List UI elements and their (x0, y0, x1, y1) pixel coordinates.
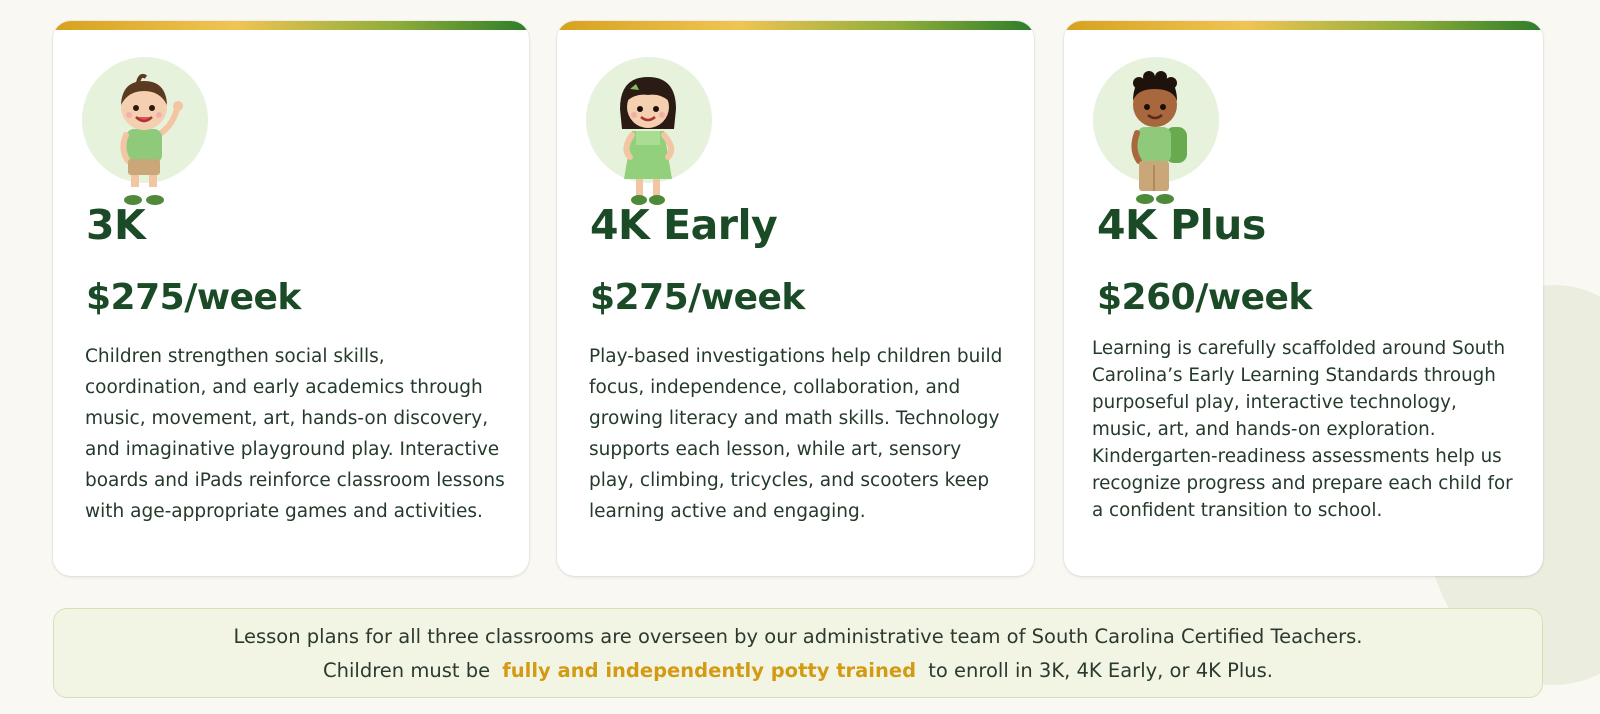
note-text-after: to enroll in 3K, 4K Early, or 4K Plus. (928, 659, 1273, 682)
program-description: Play-based investigations help children build focus, independence, collaboration, and growing literacy and math skills. Technology supports each lesson, while art, sensory play, climbing, tricycles, and scooters keep learning active and engaging. (589, 346, 1003, 522)
program-cards (53, 21, 1543, 576)
card-accent-bar (557, 21, 1034, 30)
card-accent-bar (1064, 21, 1543, 30)
program-price: $275/week (86, 277, 301, 318)
program-title: 4K Early (590, 201, 778, 249)
note-oversight-text: Lesson plans for all three classrooms are overseen by our administrative team of South Carolina Certified Teachers. (233, 625, 1363, 648)
girl-icon (586, 57, 712, 183)
boy-with-backpack-icon (1093, 57, 1219, 183)
program-card-4k-early (557, 21, 1034, 576)
program-description: Learning is carefully scaffolded around South Carolina’s Early Learning Standards through purposeful play, interactive technology, music, art, and hands-on exploration. Kindergarten-readiness assessments help us recognize progress and prepare each child for a confident transition to school. (1092, 338, 1513, 521)
program-price: $260/week (1097, 277, 1312, 318)
program-title: 4K Plus (1097, 201, 1266, 249)
note-text-before: Children must be (323, 659, 491, 682)
program-card-4k-plus (1064, 21, 1543, 576)
waving-boy-icon (82, 57, 208, 183)
program-title: 3K (86, 201, 146, 249)
enrollment-note (53, 608, 1543, 698)
program-card-3k (53, 21, 529, 576)
program-price: $275/week (590, 277, 805, 318)
program-description: Children strengthen social skills, coordination, and early academics through music, movement, art, hands-on discovery, and imaginative playground play. Interactive boards and iPads reinforce classroom lessons with age-appropriate games and activities. (85, 346, 505, 522)
note-potty-training-text (54, 659, 1542, 682)
card-accent-bar (53, 21, 529, 30)
potty-trained-highlight: fully and independently potty trained (502, 659, 917, 682)
